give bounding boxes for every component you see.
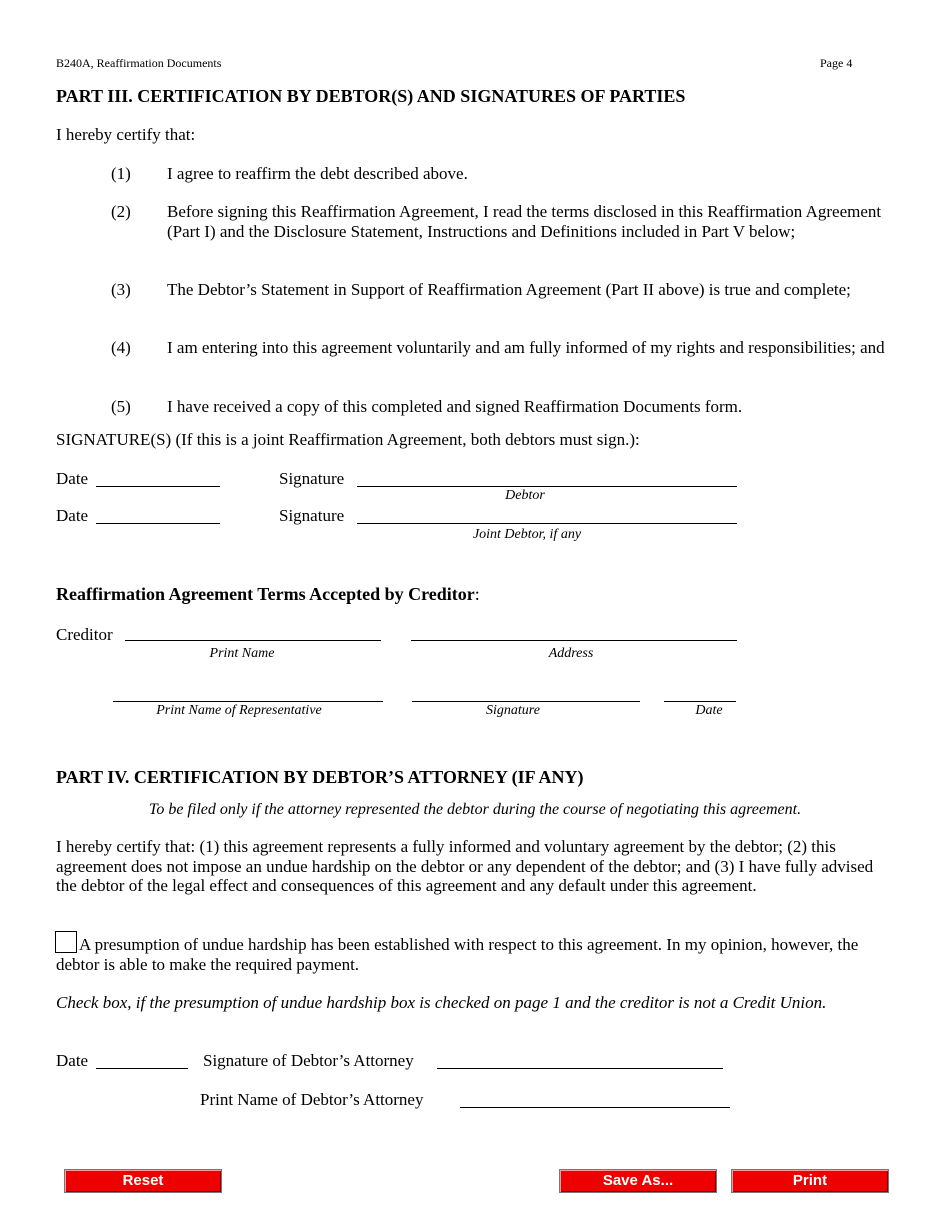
creditor-address-line[interactable] [411, 640, 737, 641]
debtor-signature-line[interactable] [357, 486, 737, 487]
attorney-print-line[interactable] [460, 1107, 730, 1108]
representative-caption: Print Name of Representative [156, 703, 322, 718]
checkbox-note: Check box, if the presumption of undue hardship box is checked on page 1 and the creditor is not a Credit Union. [56, 993, 827, 1012]
item-number: (4) [111, 338, 131, 357]
part3-heading: PART III. CERTIFICATION BY DEBTOR(S) AND SIGNATURES OF PARTIES [56, 86, 686, 106]
creditor-heading: Reaffirmation Agreement Terms Accepted by Creditor [56, 584, 475, 604]
part4-instruction: To be filed only if the attorney represented the debtor during the course of negotiating this agreement. [148, 801, 802, 818]
presumption-text: A presumption of undue hardship has been established with respect to this agreement. In my opinion, however, the debtor is able to make the required payment. [56, 935, 859, 974]
joint-date-label: Date [56, 506, 89, 525]
creditor-date-line[interactable] [664, 701, 736, 702]
debtor-caption: Debtor [505, 488, 545, 503]
creditor-label: Creditor [56, 625, 113, 644]
attorney-date-label: Date [56, 1051, 89, 1070]
date-caption: Date [695, 703, 723, 718]
reset-button[interactable]: Reset [64, 1169, 222, 1193]
save-as-button[interactable]: Save As... [559, 1169, 717, 1193]
certify-intro: I hereby certify that: [56, 125, 196, 144]
debtor-date-label: Date [56, 469, 89, 488]
list-item: The Debtor’s Statement in Support of Reaffirmation Agreement (Part II above) is true and complete; [167, 280, 851, 299]
part4-heading: PART IV. CERTIFICATION BY DEBTOR’S ATTORNEY (IF ANY) [56, 767, 584, 787]
item-number: (3) [111, 280, 131, 299]
representative-name-line[interactable] [113, 701, 383, 702]
print-button[interactable]: Print [731, 1169, 889, 1193]
list-item: I have received a copy of this completed and signed Reaffirmation Documents form. [167, 397, 743, 416]
creditor-print-name-line[interactable] [125, 640, 381, 641]
list-item: I am entering into this agreement voluntarily and am fully informed of my rights and responsibilities; and [167, 338, 885, 357]
debtor-signature-label: Signature [279, 469, 345, 488]
item-number: (2) [111, 202, 131, 221]
attorney-print-label: Print Name of Debtor’s Attorney [200, 1090, 424, 1109]
attorney-signature-line[interactable] [437, 1068, 723, 1069]
creditor-heading-colon: : [474, 584, 480, 604]
attorney-signature-label: Signature of Debtor’s Attorney [203, 1051, 414, 1070]
item-number: (1) [111, 164, 131, 183]
joint-date-line[interactable] [96, 523, 220, 524]
list-item: I agree to reaffirm the debt described above. [167, 164, 468, 183]
page-number: Page 4 [820, 56, 853, 70]
item-number: (5) [111, 397, 131, 416]
joint-signature-line[interactable] [357, 523, 737, 524]
print-name-caption: Print Name [209, 646, 275, 661]
signature-caption: Signature [486, 703, 540, 718]
attorney-date-line[interactable] [96, 1068, 188, 1069]
joint-signature-label: Signature [279, 506, 345, 525]
form-name: B240A, Reaffirmation Documents [56, 56, 222, 70]
creditor-signature-line[interactable] [412, 701, 640, 702]
list-item: Before signing this Reaffirmation Agreement, I read the terms disclosed in this Reaffirmation Agreement (Part I) and the Disclosure Statement, Instructions and Definitions included in Part V below; [167, 202, 882, 241]
debtor-date-line[interactable] [96, 486, 220, 487]
signatures-note: SIGNATURE(S) (If this is a joint Reaffirmation Agreement, both debtors must sign.): [56, 430, 640, 449]
address-caption: Address [548, 646, 594, 661]
attorney-certify-text: I hereby certify that: (1) this agreement represents a fully informed and voluntary agreement by the debtor; (2) this agreement does not impose an undue hardship on the debtor or any dependent of the debtor; and (3) I have fully advised the debtor of the legal effect and consequences of this agreement and any default under this agreement. [56, 837, 874, 895]
joint-debtor-caption: Joint Debtor, if any [472, 527, 582, 542]
creditor-heading-row [56, 584, 480, 605]
